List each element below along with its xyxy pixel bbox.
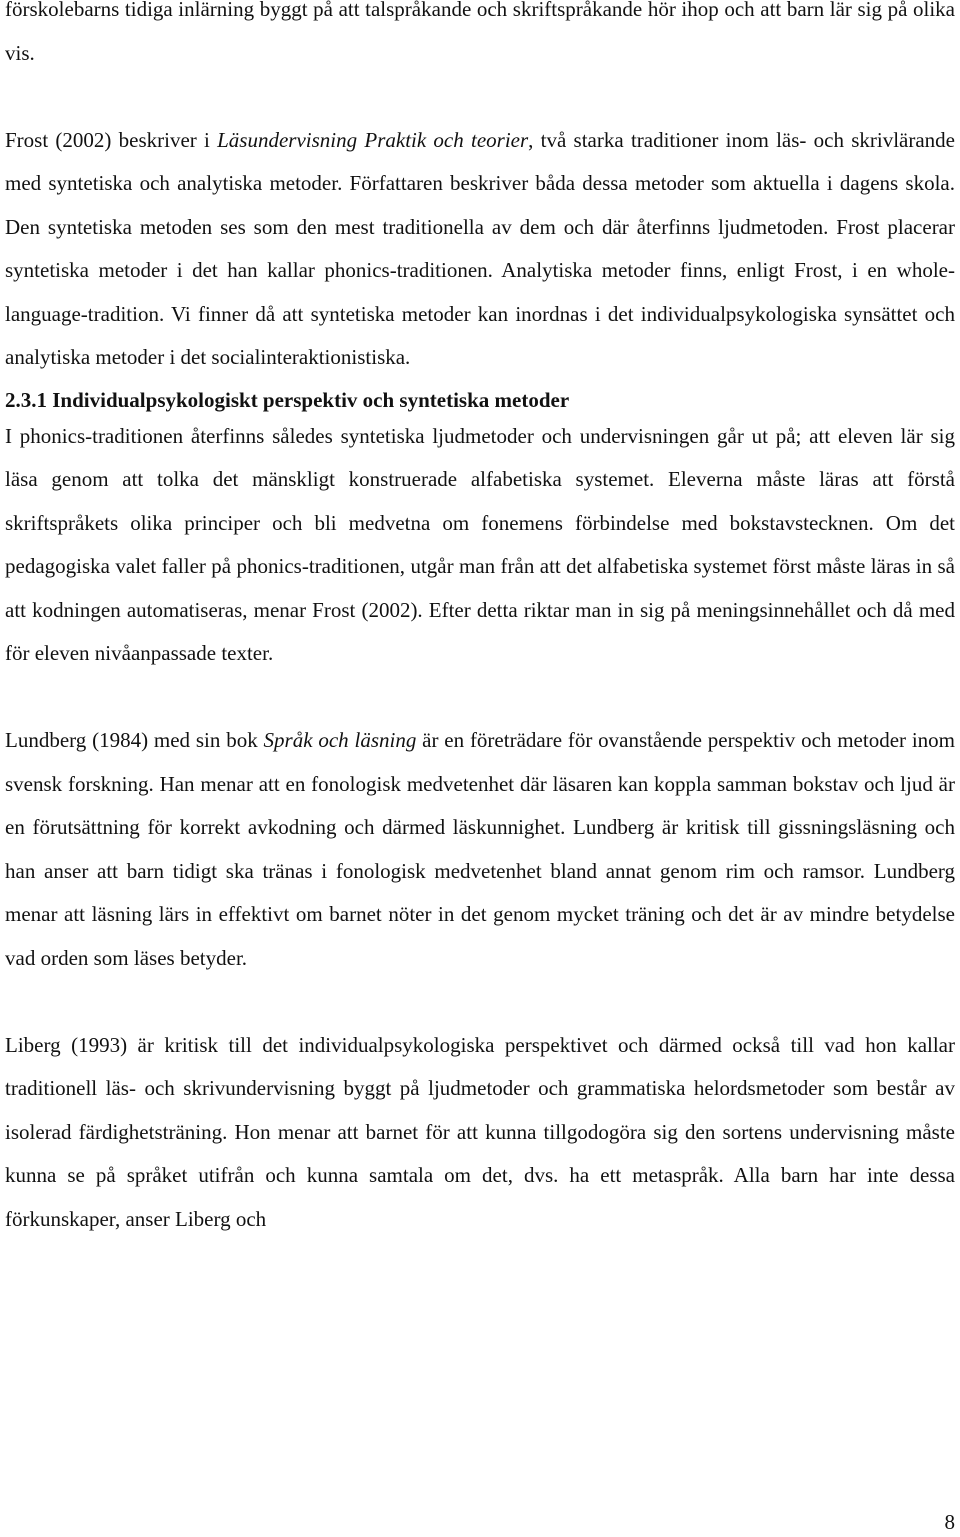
text-segment: Liberg (1993) är kritisk till det individualpsykologiska perspektivet och därmed också till vad hon kallar traditionell läs- och skrivundervisning byggt på ljudmetoder och grammatiska helordsmetoder som består av isolerad färdighetsträning. Hon menar att barnet för att kunna tillgodogöra sig den sortens undervisning måste kunna se på språket utifrån och kunna samtala om det, dvs. ha ett metaspråk. Alla barn har inte dessa förkunskaper, anser Liberg och [5, 1032, 955, 1231]
page-number: 8 [944, 1510, 955, 1534]
paragraph-spacer [5, 980, 955, 1024]
text-segment: , två starka traditioner inom läs- och skrivlärande med syntetiska och analytiska metoder. Författaren beskriver båda dessa metoder som aktuella i dagens skola. Den syntetiska metoden ses som den mest traditionella av dem och där återfinns ljudmetoden. Frost placerar syntetiska metoder i det han kallar phonics-traditionen. Analytiska metoder finns, enligt Frost, i en whole-language-tradition. Vi finner då att syntetiska metoder kan inordnas i det individualpsykologiska synsättet och analytiska metoder i det socialinteraktionistiska. [5, 127, 955, 369]
paragraph-liberg [5, 1024, 955, 1242]
paragraph-intro-continuation [5, 0, 955, 75]
paragraph-phonics-tradition [5, 415, 955, 676]
text-segment: förskolebarns tidiga inlärning byggt på att talspråkande och skriftspråkande hör ihop och att barn lär sig på olika vis. [5, 0, 955, 65]
paragraph-spacer [5, 676, 955, 720]
paragraph-frost-traditions [5, 119, 955, 380]
text-segment: Frost (2002) beskriver i [5, 127, 218, 152]
text-segment: I phonics-traditionen återfinns således syntetiska ljudmetoder och undervisningen går ut på; att eleven lär sig läsa genom att tolka det mänskligt konstruerade alfabetiska systemet. Eleverna måste läras att förstå skriftspråkets olika principer och bli medvetna om fonemens förbindelse med bokstavstecknen. Om det pedagogiska valet faller på phonics-traditionen, utgår man från att det alfabetiska systemet först måste läras in så att kodningen automatiseras, menar Frost (2002). Efter detta riktar man in sig på meningsinnehållet och då med för eleven nivåanpassade texter. [5, 423, 955, 665]
text-segment: Lundberg (1984) med sin bok [5, 728, 264, 752]
document-page [5, 0, 955, 1241]
paragraph-spacer [5, 75, 955, 119]
book-title-italic: Språk och läsning [263, 728, 417, 752]
book-title-italic: Läsundervisning Praktik och teorier [217, 127, 529, 152]
paragraph-lundberg [5, 719, 955, 980]
section-heading: 2.3.1 Individualpsykologiskt perspektiv och syntetiska metoder [5, 387, 570, 412]
text-segment: är en företrädare för ovanstående perspektiv och metoder inom svensk forskning. Han menar att en fonologisk medvetenhet där läsaren kan koppla samman bokstav och ljud är en förutsättning för korrekt avkodning och därmed läskunnighet. Lundberg är kritisk till gissningsläsning och han anser att barn tidigt ska tränas i fonologisk medvetenhet bland annat genom rim och ramsor. Lundberg menar att läsning lärs in effektivt om barnet nöter in det genom mycket träning och det är av mindre betydelse vad orden som läses betyder. [5, 728, 956, 970]
